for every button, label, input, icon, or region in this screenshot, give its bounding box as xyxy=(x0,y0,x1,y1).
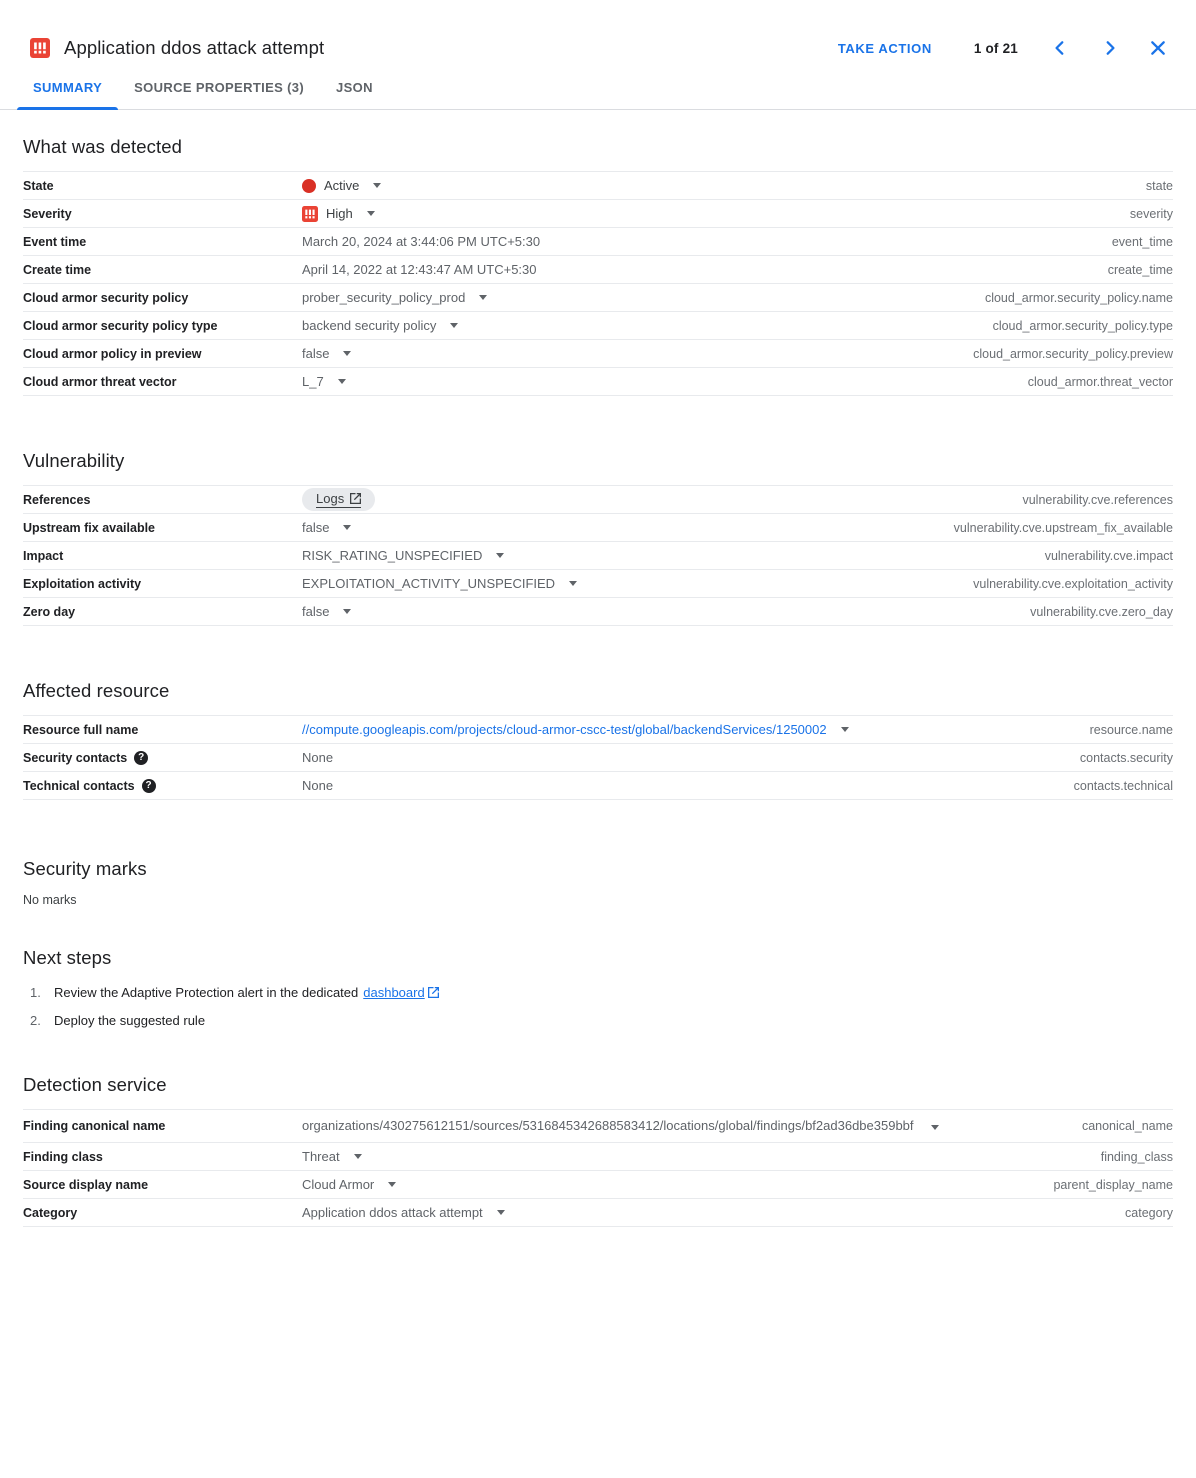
severity-high-icon xyxy=(30,38,50,58)
threat-vector-dropdown[interactable] xyxy=(302,374,346,389)
field-label: Cloud armor policy in preview xyxy=(23,346,202,361)
policy-preview-dropdown[interactable] xyxy=(302,346,351,361)
field-label: Resource full name xyxy=(23,722,139,737)
field-label: Technical contacts xyxy=(23,778,135,793)
section-what-was-detected xyxy=(23,136,1173,396)
exploitation-activity-dropdown[interactable] xyxy=(302,576,577,591)
severity-high-icon xyxy=(302,206,318,222)
header xyxy=(0,0,1196,66)
tab-bar xyxy=(0,66,1196,110)
field-label: References xyxy=(23,492,91,507)
field-key: resource.name xyxy=(1089,722,1173,737)
field-label: Zero day xyxy=(23,604,76,619)
chevron-down-icon xyxy=(343,609,351,614)
chevron-down-icon xyxy=(343,351,351,356)
field-key: contacts.security xyxy=(1079,750,1173,765)
field-key: cloud_armor.security_policy.name xyxy=(984,290,1173,305)
field-label: Security contacts xyxy=(23,750,128,765)
chevron-left-icon xyxy=(1052,40,1068,56)
field-key: event_time xyxy=(1111,234,1173,249)
upstream-fix-dropdown[interactable] xyxy=(302,520,351,535)
chevron-down-icon xyxy=(354,1154,362,1159)
chevron-down-icon xyxy=(931,1125,939,1130)
step-number: 2. xyxy=(30,1013,41,1028)
field-value: false xyxy=(302,604,330,619)
chevron-down-icon xyxy=(388,1182,396,1187)
list-item xyxy=(23,1013,1173,1028)
zero-day-dropdown[interactable] xyxy=(302,604,351,619)
field-label: Upstream fix available xyxy=(23,520,156,535)
take-action-button[interactable]: TAKE ACTION xyxy=(837,40,932,56)
table-row xyxy=(23,284,1173,312)
security-policy-dropdown[interactable] xyxy=(302,290,487,305)
canonical-name-dropdown[interactable] xyxy=(302,1118,939,1133)
field-key: vulnerability.cve.references xyxy=(1022,492,1173,507)
table-row xyxy=(23,368,1173,396)
external-link-icon xyxy=(428,987,439,998)
table-row xyxy=(23,1110,1173,1143)
chevron-down-icon xyxy=(367,211,375,216)
chevron-down-icon xyxy=(497,1210,505,1215)
field-label: State xyxy=(23,178,54,193)
field-value: April 14, 2022 at 12:43:47 AM UTC+5:30 xyxy=(302,262,537,277)
section-title: Detection service xyxy=(23,1074,167,1095)
field-value: prober_security_policy_prod xyxy=(302,290,466,305)
field-value: Cloud Armor xyxy=(302,1177,375,1192)
field-value: None xyxy=(302,750,334,765)
section-detection-service xyxy=(23,1074,1173,1227)
field-value: None xyxy=(302,778,334,793)
field-key: cloud_armor.threat_vector xyxy=(1027,374,1173,389)
field-label: Cloud armor security policy xyxy=(23,290,189,305)
next-finding-button[interactable] xyxy=(1098,36,1122,60)
page-title: Application ddos attack attempt xyxy=(64,37,325,58)
section-next-steps xyxy=(23,947,1173,1028)
finding-class-dropdown[interactable] xyxy=(302,1149,362,1164)
field-label: Cloud armor threat vector xyxy=(23,374,177,389)
field-value: Application ddos attack attempt xyxy=(302,1205,483,1220)
chevron-down-icon xyxy=(479,295,487,300)
state-dropdown[interactable] xyxy=(302,178,381,193)
field-key: cloud_armor.security_policy.preview xyxy=(973,346,1173,361)
chevron-right-icon xyxy=(1102,40,1118,56)
resource-link[interactable]: //compute.googleapis.com/projects/cloud-armor-cscc-test/global/backendServices/1250002 xyxy=(302,722,827,737)
field-value: Active xyxy=(324,178,360,193)
table-row xyxy=(23,598,1173,626)
field-key: vulnerability.cve.exploitation_activity xyxy=(973,576,1173,591)
table-row xyxy=(23,486,1173,514)
field-key: contacts.technical xyxy=(1073,778,1173,793)
field-key: vulnerability.cve.impact xyxy=(1044,548,1173,563)
security-policy-type-dropdown[interactable] xyxy=(302,318,458,333)
close-button[interactable] xyxy=(1146,36,1170,60)
chevron-down-icon xyxy=(569,581,577,586)
table-row xyxy=(23,256,1173,284)
external-link-icon xyxy=(350,493,361,504)
table-row xyxy=(23,172,1173,200)
chevron-down-icon xyxy=(373,183,381,188)
chevron-down-icon xyxy=(496,553,504,558)
previous-finding-button[interactable] xyxy=(1048,36,1072,60)
resource-name-dropdown[interactable] xyxy=(302,722,849,737)
chevron-down-icon xyxy=(338,379,346,384)
category-dropdown[interactable] xyxy=(302,1205,505,1220)
field-key: state xyxy=(1145,178,1173,193)
table-row xyxy=(23,312,1173,340)
no-marks-text: No marks xyxy=(23,893,77,907)
table-row xyxy=(23,340,1173,368)
field-key: canonical_name xyxy=(1081,1119,1173,1133)
field-label: Exploitation activity xyxy=(23,576,142,591)
table-row xyxy=(23,200,1173,228)
field-value: false xyxy=(302,346,330,361)
chevron-down-icon xyxy=(343,525,351,530)
tab-source-properties[interactable]: SOURCE PROPERTIES (3) xyxy=(118,80,320,109)
chevron-down-icon xyxy=(841,727,849,732)
field-value: false xyxy=(302,520,330,535)
table-row xyxy=(23,716,1173,744)
table-row xyxy=(23,570,1173,598)
section-affected-resource xyxy=(23,680,1173,800)
list-item xyxy=(23,985,1173,1000)
section-security-marks xyxy=(23,858,1173,907)
field-value: backend security policy xyxy=(302,318,437,333)
field-label: Create time xyxy=(23,262,92,277)
step-number: 1. xyxy=(30,985,41,1000)
close-icon xyxy=(1150,40,1166,56)
chevron-down-icon xyxy=(450,323,458,328)
tab-json[interactable]: JSON xyxy=(320,80,389,109)
field-key: finding_class xyxy=(1100,1149,1173,1164)
severity-dropdown[interactable] xyxy=(302,206,375,222)
help-icon[interactable]: ? xyxy=(134,751,148,765)
table-row xyxy=(23,228,1173,256)
field-value: Threat xyxy=(302,1149,340,1164)
dashboard-link[interactable]: dashboard xyxy=(363,985,438,1000)
active-state-dot-icon xyxy=(302,179,316,193)
field-key: parent_display_name xyxy=(1053,1177,1173,1192)
field-key: category xyxy=(1125,1205,1173,1220)
step-text: Review the Adaptive Protection alert in the dedicated xyxy=(54,985,359,1000)
table-row xyxy=(23,514,1173,542)
section-title: Security marks xyxy=(23,858,147,879)
impact-dropdown[interactable] xyxy=(302,548,504,563)
table-row xyxy=(23,1143,1173,1171)
chip-label: Logs xyxy=(316,491,345,506)
field-label: Finding class xyxy=(23,1149,103,1164)
section-title: What was detected xyxy=(23,136,183,157)
tab-summary[interactable]: SUMMARY xyxy=(17,80,118,109)
field-value: EXPLOITATION_ACTIVITY_UNSPECIFIED xyxy=(302,576,556,591)
step-text: Deploy the suggested rule xyxy=(54,1013,206,1028)
field-value: organizations/430275612151/sources/5316845342688583412/locations/global/findings/bf2ad36dbe359bbf xyxy=(302,1118,914,1133)
field-label: Event time xyxy=(23,234,87,249)
section-title: Vulnerability xyxy=(23,450,125,471)
field-label: Finding canonical name xyxy=(23,1119,166,1133)
field-key: severity xyxy=(1129,206,1173,221)
field-key: create_time xyxy=(1107,262,1173,277)
pagination-label: 1 of 21 xyxy=(973,40,1018,56)
field-label: Severity xyxy=(23,206,72,221)
field-label: Category xyxy=(23,1205,78,1220)
field-label: Source display name xyxy=(23,1177,149,1192)
logs-chip-button[interactable] xyxy=(302,488,375,511)
field-key: cloud_armor.security_policy.type xyxy=(992,318,1173,333)
help-icon[interactable]: ? xyxy=(142,779,156,793)
field-value: L_7 xyxy=(302,374,324,389)
field-label: Impact xyxy=(23,548,64,563)
table-row xyxy=(23,1199,1173,1227)
table-row xyxy=(23,744,1173,772)
section-vulnerability xyxy=(23,450,1173,626)
field-key: vulnerability.cve.upstream_fix_available xyxy=(953,520,1173,535)
field-value: High xyxy=(326,206,353,221)
table-row xyxy=(23,1171,1173,1199)
source-display-name-dropdown[interactable] xyxy=(302,1177,396,1192)
field-value: RISK_RATING_UNSPECIFIED xyxy=(302,548,483,563)
field-value: March 20, 2024 at 3:44:06 PM UTC+5:30 xyxy=(302,234,541,249)
field-key: vulnerability.cve.zero_day xyxy=(1030,604,1173,619)
field-label: Cloud armor security policy type xyxy=(23,318,218,333)
table-row xyxy=(23,542,1173,570)
section-title: Affected resource xyxy=(23,680,170,701)
table-row xyxy=(23,772,1173,800)
section-title: Next steps xyxy=(23,947,112,968)
